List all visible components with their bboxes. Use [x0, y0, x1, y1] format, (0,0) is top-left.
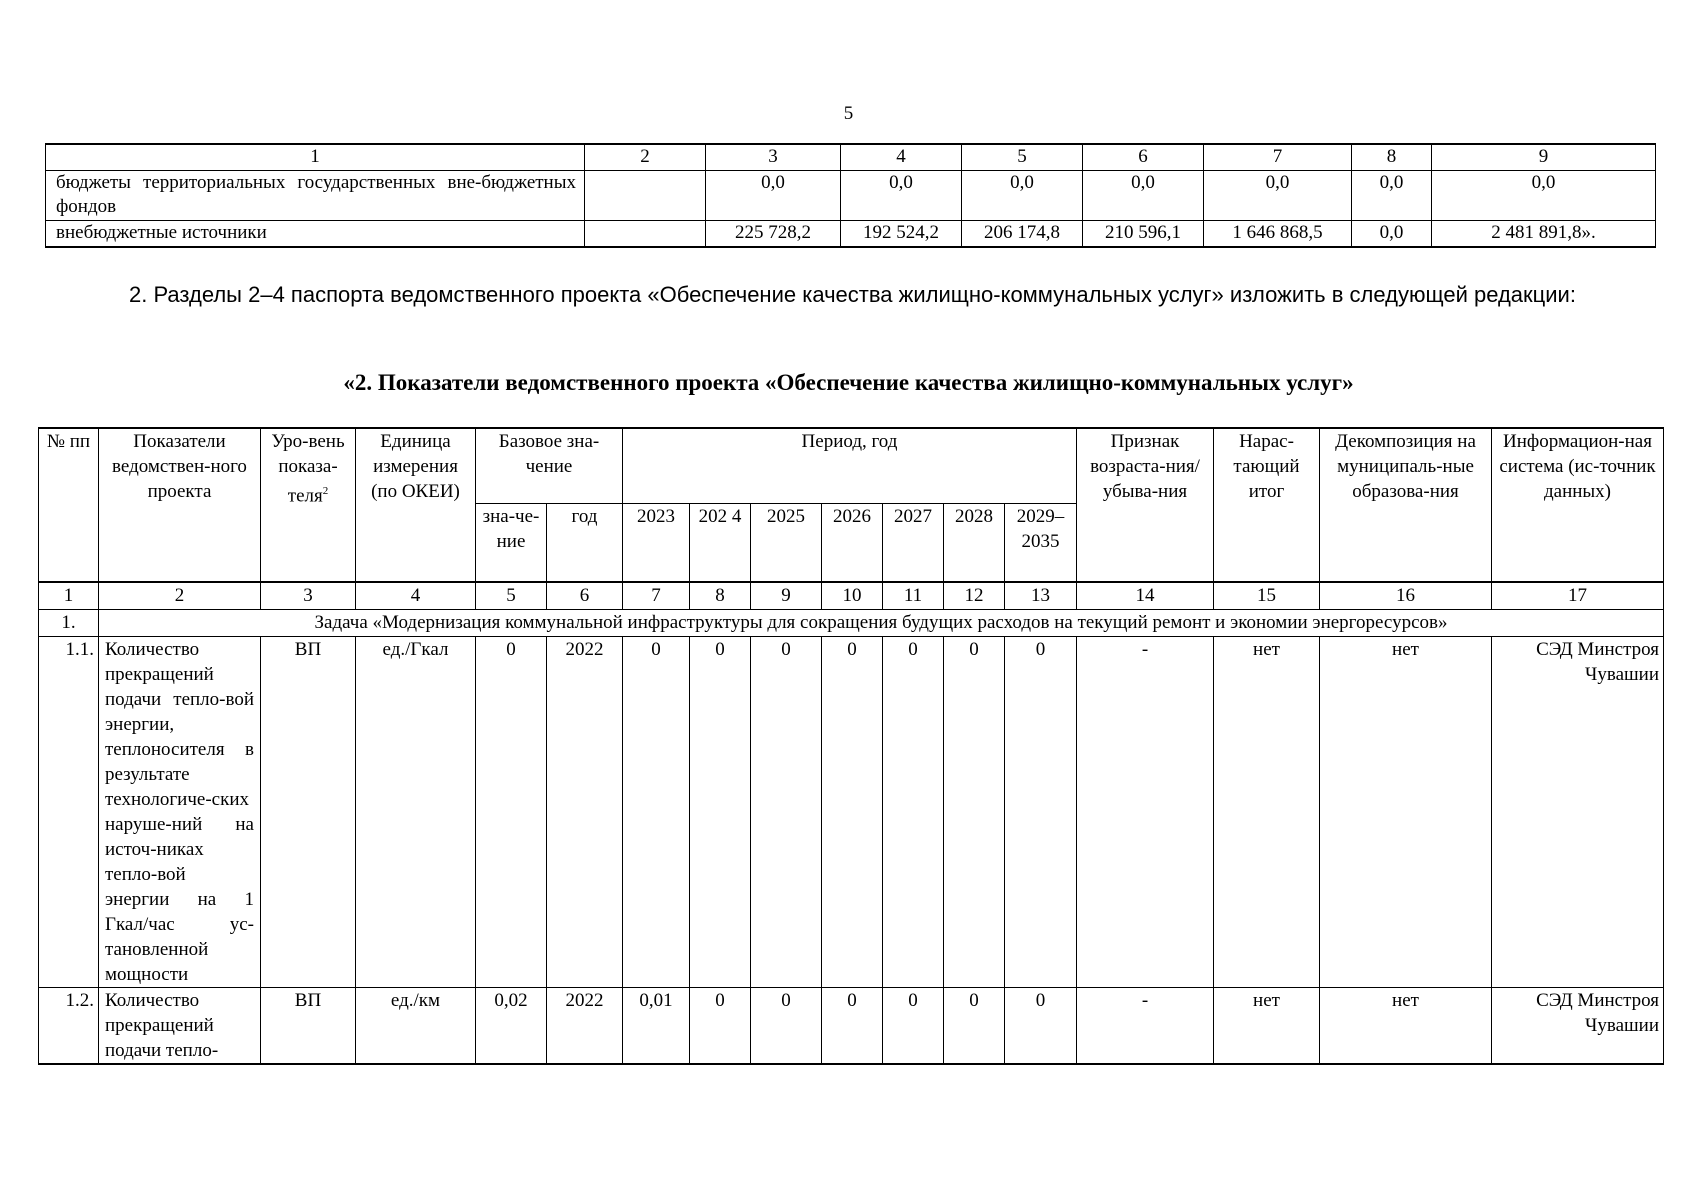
- financing-cell: 0,0: [706, 171, 841, 221]
- indicator-level: ВП: [261, 988, 356, 1065]
- financing-header-cell: 6: [1083, 144, 1204, 171]
- table-row: [39, 988, 1664, 1065]
- header-cumulative: Нарас-тающий итог: [1214, 428, 1320, 582]
- header-info-system: Информацион-ная система (ис-точник данных): [1492, 428, 1664, 582]
- financing-header-cell: 4: [841, 144, 962, 171]
- base-value: 0: [476, 637, 547, 988]
- financing-header-cell: 5: [962, 144, 1083, 171]
- page-number: 5: [843, 103, 854, 124]
- task-number: 1.: [39, 610, 99, 637]
- column-number: 14: [1077, 582, 1214, 610]
- financing-cell: 0,0: [1432, 171, 1656, 221]
- column-number: 3: [261, 582, 356, 610]
- financing-cell: 0,0: [1352, 221, 1432, 248]
- info-system: СЭД Минстроя Чувашии: [1492, 637, 1664, 988]
- year-value: 0,01: [623, 988, 690, 1065]
- financing-cell: [585, 221, 706, 248]
- financing-row-label: бюджеты территориальных государственных вне-бюджетных фондов: [46, 171, 585, 221]
- year-value: 0: [690, 637, 751, 988]
- year-value: 0: [1005, 637, 1077, 988]
- header-year: 2026: [822, 504, 883, 583]
- indicators-table: [38, 427, 1664, 1065]
- header-decomposition: Декомпозиция на муниципаль-ные образова-ния: [1320, 428, 1492, 582]
- column-number: 7: [623, 582, 690, 610]
- financing-header-row: [46, 144, 1656, 171]
- financing-header-cell: 9: [1432, 144, 1656, 171]
- cumulative-flag: нет: [1214, 988, 1320, 1065]
- column-number: 12: [944, 582, 1005, 610]
- header-level-text: Уро-вень показа-теля: [271, 431, 345, 507]
- amendment-paragraph: 2. Разделы 2–4 паспорта ведомственного проекта «Обеспечение качества жилищно-коммунальных услуг» изложить в следующей редакции:: [129, 282, 1576, 307]
- indicator-level: ВП: [261, 637, 356, 988]
- year-value: 0: [822, 988, 883, 1065]
- year-value: 0: [944, 988, 1005, 1065]
- column-number: 2: [99, 582, 261, 610]
- financing-cell: 0,0: [841, 171, 962, 221]
- column-number: 10: [822, 582, 883, 610]
- header-base-value: зна-че-ние: [476, 504, 547, 583]
- financing-cell: 210 596,1: [1083, 221, 1204, 248]
- base-year: 2022: [547, 637, 623, 988]
- indicator-unit: ед./км: [356, 988, 476, 1065]
- financing-row-label: внебюджетные источники: [46, 221, 585, 248]
- row-number: 1.1.: [39, 637, 99, 988]
- header-num: № пп: [39, 428, 99, 582]
- indicators-header-row: [39, 428, 1664, 504]
- year-value: 0: [751, 988, 822, 1065]
- indicator-unit: ед./Гкал: [356, 637, 476, 988]
- table-row: [46, 171, 1656, 221]
- header-indicator: Показатели ведомствен-ного проекта: [99, 428, 261, 582]
- financing-cell: 0,0: [1352, 171, 1432, 221]
- year-value: 0: [944, 637, 1005, 988]
- financing-header-cell: 1: [46, 144, 585, 171]
- financing-table: [45, 143, 1656, 248]
- decomposition-flag: нет: [1320, 988, 1492, 1065]
- column-number: 13: [1005, 582, 1077, 610]
- indicator-name: [99, 988, 261, 1065]
- column-number: 11: [883, 582, 944, 610]
- header-year: 2028: [944, 504, 1005, 583]
- base-year: 2022: [547, 988, 623, 1065]
- header-sign: Признак возраста-ния/убыва-ния: [1077, 428, 1214, 582]
- year-value: 0: [623, 637, 690, 988]
- financing-cell: 0,0: [1204, 171, 1352, 221]
- column-number: 16: [1320, 582, 1492, 610]
- growth-sign: -: [1077, 988, 1214, 1065]
- row-number: 1.2.: [39, 988, 99, 1065]
- section-heading: «2. Показатели ведомственного проекта «Обеспечение качества жилищно-коммунальных услуг»: [343, 370, 1354, 395]
- header-year: 2027: [883, 504, 944, 583]
- year-value: 0: [883, 988, 944, 1065]
- column-number: 17: [1492, 582, 1664, 610]
- info-system: СЭД Минстроя Чувашии: [1492, 988, 1664, 1065]
- year-value: 0: [883, 637, 944, 988]
- financing-header-cell: 2: [585, 144, 706, 171]
- header-year: 2025: [751, 504, 822, 583]
- year-value: 0: [822, 637, 883, 988]
- year-value: 0: [1005, 988, 1077, 1065]
- financing-header-cell: 8: [1352, 144, 1432, 171]
- indicator-name-text: Количество прекращений подачи тепло-: [105, 990, 219, 1061]
- column-number: 4: [356, 582, 476, 610]
- header-year: 2029–2035: [1005, 504, 1077, 583]
- financing-cell: [585, 171, 706, 221]
- column-number: 5: [476, 582, 547, 610]
- column-number: 6: [547, 582, 623, 610]
- column-number: 1: [39, 582, 99, 610]
- financing-cell: 206 174,8: [962, 221, 1083, 248]
- task-title: Задача «Модернизация коммунальной инфраструктуры для сокращения будущих расходов на текущий ремонт и экономии энергоресурсов»: [99, 610, 1664, 637]
- financing-cell: 0,0: [962, 171, 1083, 221]
- financing-header-cell: 3: [706, 144, 841, 171]
- header-unit: Единица измерения (по ОКЕИ): [356, 428, 476, 582]
- column-number-row: [39, 582, 1664, 610]
- header-base: Базовое зна-чение: [476, 428, 623, 504]
- growth-sign: -: [1077, 637, 1214, 988]
- financing-cell: 1 646 868,5: [1204, 221, 1352, 248]
- cumulative-flag: нет: [1214, 637, 1320, 988]
- financing-cell: 192 524,2: [841, 221, 962, 248]
- header-year: 202 4: [690, 504, 751, 583]
- column-number: 8: [690, 582, 751, 610]
- header-period: Период, год: [623, 428, 1077, 504]
- indicator-name: Количество прекращений подачи тепло-вой энергии, теплоносителя в результате технологиче-ских наруше-ний на источ-никах тепло-вой энергии на 1 Гкал/час ус-тановленной мощности: [99, 637, 261, 988]
- header-base-year: год: [547, 504, 623, 583]
- footnote-mark: 2: [322, 485, 329, 497]
- task-row: [39, 610, 1664, 637]
- column-number: 15: [1214, 582, 1320, 610]
- table-row: [46, 221, 1656, 248]
- column-number: 9: [751, 582, 822, 610]
- financing-cell: 2 481 891,8».: [1432, 221, 1656, 248]
- financing-cell: 0,0: [1083, 171, 1204, 221]
- header-level: [261, 428, 356, 582]
- year-value: 0: [751, 637, 822, 988]
- table-row: [39, 637, 1664, 988]
- year-value: 0: [690, 988, 751, 1065]
- base-value: 0,02: [476, 988, 547, 1065]
- financing-header-cell: 7: [1204, 144, 1352, 171]
- decomposition-flag: нет: [1320, 637, 1492, 988]
- header-year: 2023: [623, 504, 690, 583]
- financing-cell: 225 728,2: [706, 221, 841, 248]
